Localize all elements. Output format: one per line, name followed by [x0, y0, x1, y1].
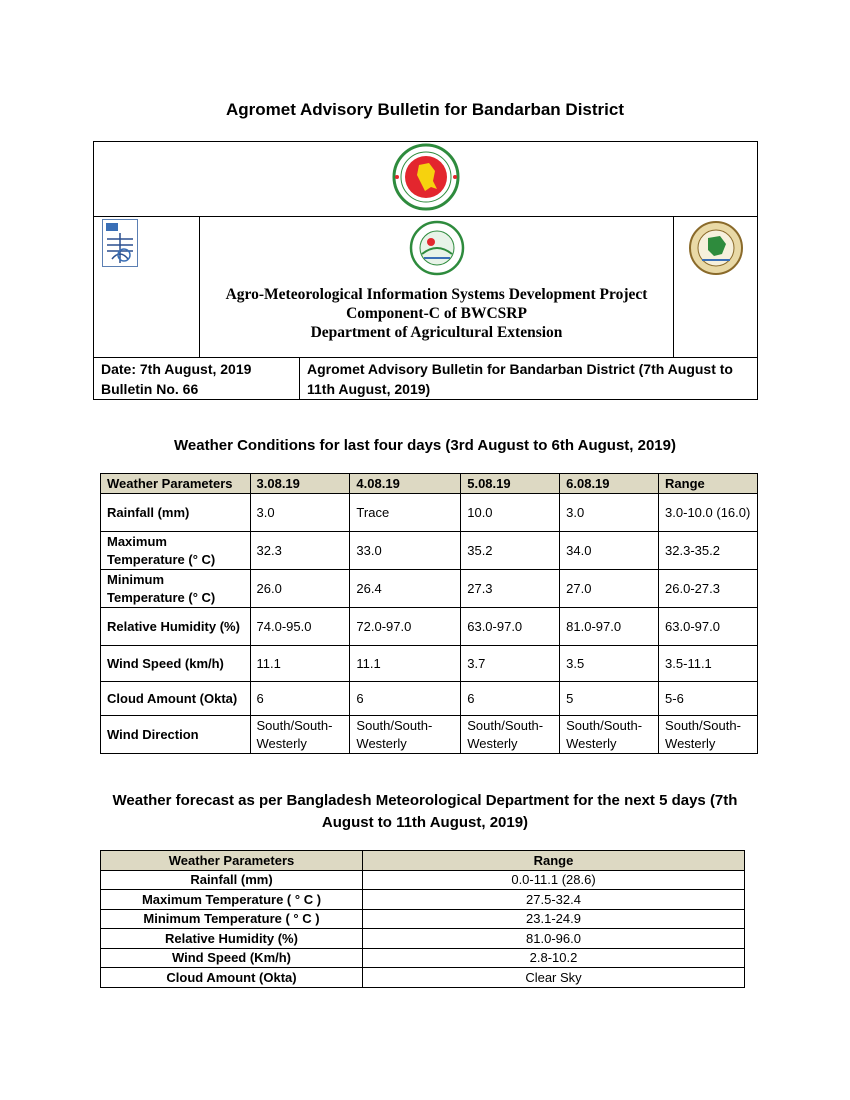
- past-weather-title: Weather Conditions for last four days (3rd August to 6th August, 2019): [174, 437, 676, 454]
- bulletin-number: Bulletin No. 66: [101, 381, 199, 397]
- parameter-cell: Wind Speed (Km/h): [101, 948, 363, 968]
- value-cell: 2.8-10.2: [363, 948, 745, 968]
- value-cell: South/South-Westerly: [350, 716, 461, 754]
- value-cell: 3.7: [461, 646, 560, 682]
- bangladesh-govt-seal-icon: [391, 143, 461, 216]
- column-header: 3.08.19: [250, 474, 350, 494]
- value-cell: 3.0: [250, 494, 350, 532]
- value-cell: 6: [250, 682, 350, 716]
- table-row: [101, 909, 745, 929]
- parameter-cell: Wind Direction: [101, 716, 251, 754]
- value-cell: 11.1: [250, 646, 350, 682]
- bulletin-date: Date: 7th August, 2019: [101, 361, 252, 377]
- column-header: 6.08.19: [560, 474, 659, 494]
- table-row: [101, 948, 745, 968]
- header-bottom-row: [94, 358, 757, 399]
- table-header-row: [101, 474, 758, 494]
- table-row: [101, 682, 758, 716]
- value-cell: 72.0-97.0: [350, 608, 461, 646]
- value-cell: 26.4: [350, 570, 461, 608]
- parameter-cell: Maximum Temperature ( ° C ): [101, 890, 363, 910]
- column-header: Range: [363, 851, 745, 871]
- parameter-cell: Cloud Amount (Okta): [101, 682, 251, 716]
- table-row: [101, 968, 745, 988]
- value-cell: South/South-Westerly: [461, 716, 560, 754]
- column-header: Range: [659, 474, 758, 494]
- table-row: [101, 494, 758, 532]
- past-weather-table: [100, 473, 758, 754]
- parameter-cell: Rainfall (mm): [101, 870, 363, 890]
- table-row: [101, 870, 745, 890]
- parameter-cell: Maximum Temperature (° C): [101, 532, 251, 570]
- parameter-cell: Rainfall (mm): [101, 494, 251, 532]
- value-cell: 3.5: [560, 646, 659, 682]
- value-cell: 63.0-97.0: [659, 608, 758, 646]
- value-cell: 27.3: [461, 570, 560, 608]
- parameter-cell: Minimum Temperature ( ° C ): [101, 909, 363, 929]
- bulletin-title: Agromet Advisory Bulletin for Bandarban District (7th August to 11th August, 2019): [307, 361, 733, 397]
- value-cell: Trace: [350, 494, 461, 532]
- dae-logo-icon: [688, 220, 744, 357]
- value-cell: 81.0-96.0: [363, 929, 745, 949]
- header-top-row: [94, 142, 757, 217]
- value-cell: 0.0-11.1 (28.6): [363, 870, 745, 890]
- value-cell: 23.1-24.9: [363, 909, 745, 929]
- value-cell: 27.0: [560, 570, 659, 608]
- column-header: Weather Parameters: [101, 474, 251, 494]
- value-cell: South/South-Westerly: [560, 716, 659, 754]
- parameter-cell: Wind Speed (km/h): [101, 646, 251, 682]
- forecast-table: [100, 850, 745, 988]
- agromet-project-logo-icon: [408, 220, 466, 281]
- column-header: 5.08.19: [461, 474, 560, 494]
- value-cell: 32.3: [250, 532, 350, 570]
- parameter-cell: Cloud Amount (Okta): [101, 968, 363, 988]
- table-row: [101, 890, 745, 910]
- value-cell: 33.0: [350, 532, 461, 570]
- parameter-cell: Relative Humidity (%): [101, 929, 363, 949]
- value-cell: 74.0-95.0: [250, 608, 350, 646]
- page-title: Agromet Advisory Bulletin for Bandarban District: [226, 100, 624, 119]
- bmd-logo-icon: [102, 254, 138, 271]
- value-cell: 63.0-97.0: [461, 608, 560, 646]
- table-row: [101, 646, 758, 682]
- value-cell: 5-6: [659, 682, 758, 716]
- table-row: [101, 608, 758, 646]
- table-row: [101, 532, 758, 570]
- table-row: [101, 570, 758, 608]
- value-cell: 34.0: [560, 532, 659, 570]
- value-cell: 3.0-10.0 (16.0): [659, 494, 758, 532]
- value-cell: 81.0-97.0: [560, 608, 659, 646]
- column-header: 4.08.19: [350, 474, 461, 494]
- value-cell: 11.1: [350, 646, 461, 682]
- value-cell: Clear Sky: [363, 968, 745, 988]
- value-cell: 10.0: [461, 494, 560, 532]
- forecast-title: Weather forecast as per Bangladesh Meteorological Department for the next 5 days (7th August to 11th August, 2019): [112, 792, 738, 831]
- parameter-cell: Minimum Temperature (° C): [101, 570, 251, 608]
- value-cell: South/South-Westerly: [250, 716, 350, 754]
- value-cell: 5: [560, 682, 659, 716]
- value-cell: 6: [350, 682, 461, 716]
- table-row: [101, 716, 758, 754]
- value-cell: 6: [461, 682, 560, 716]
- parameter-cell: Relative Humidity (%): [101, 608, 251, 646]
- org-line-2: Component-C of BWCSRP: [346, 305, 527, 322]
- value-cell: 26.0: [250, 570, 350, 608]
- column-header: Weather Parameters: [101, 851, 363, 871]
- value-cell: 3.0: [560, 494, 659, 532]
- value-cell: 35.2: [461, 532, 560, 570]
- value-cell: 3.5-11.1: [659, 646, 758, 682]
- header-box: [93, 141, 758, 400]
- table-row: [101, 929, 745, 949]
- value-cell: 26.0-27.3: [659, 570, 758, 608]
- org-line-1: Agro-Meteorological Information Systems Development Project: [225, 286, 648, 303]
- header-mid-row: [94, 217, 757, 358]
- table-header-row: [101, 851, 745, 871]
- value-cell: South/South-Westerly: [659, 716, 758, 754]
- org-line-3: Department of Agricultural Extension: [310, 324, 563, 341]
- value-cell: 32.3-35.2: [659, 532, 758, 570]
- value-cell: 27.5-32.4: [363, 890, 745, 910]
